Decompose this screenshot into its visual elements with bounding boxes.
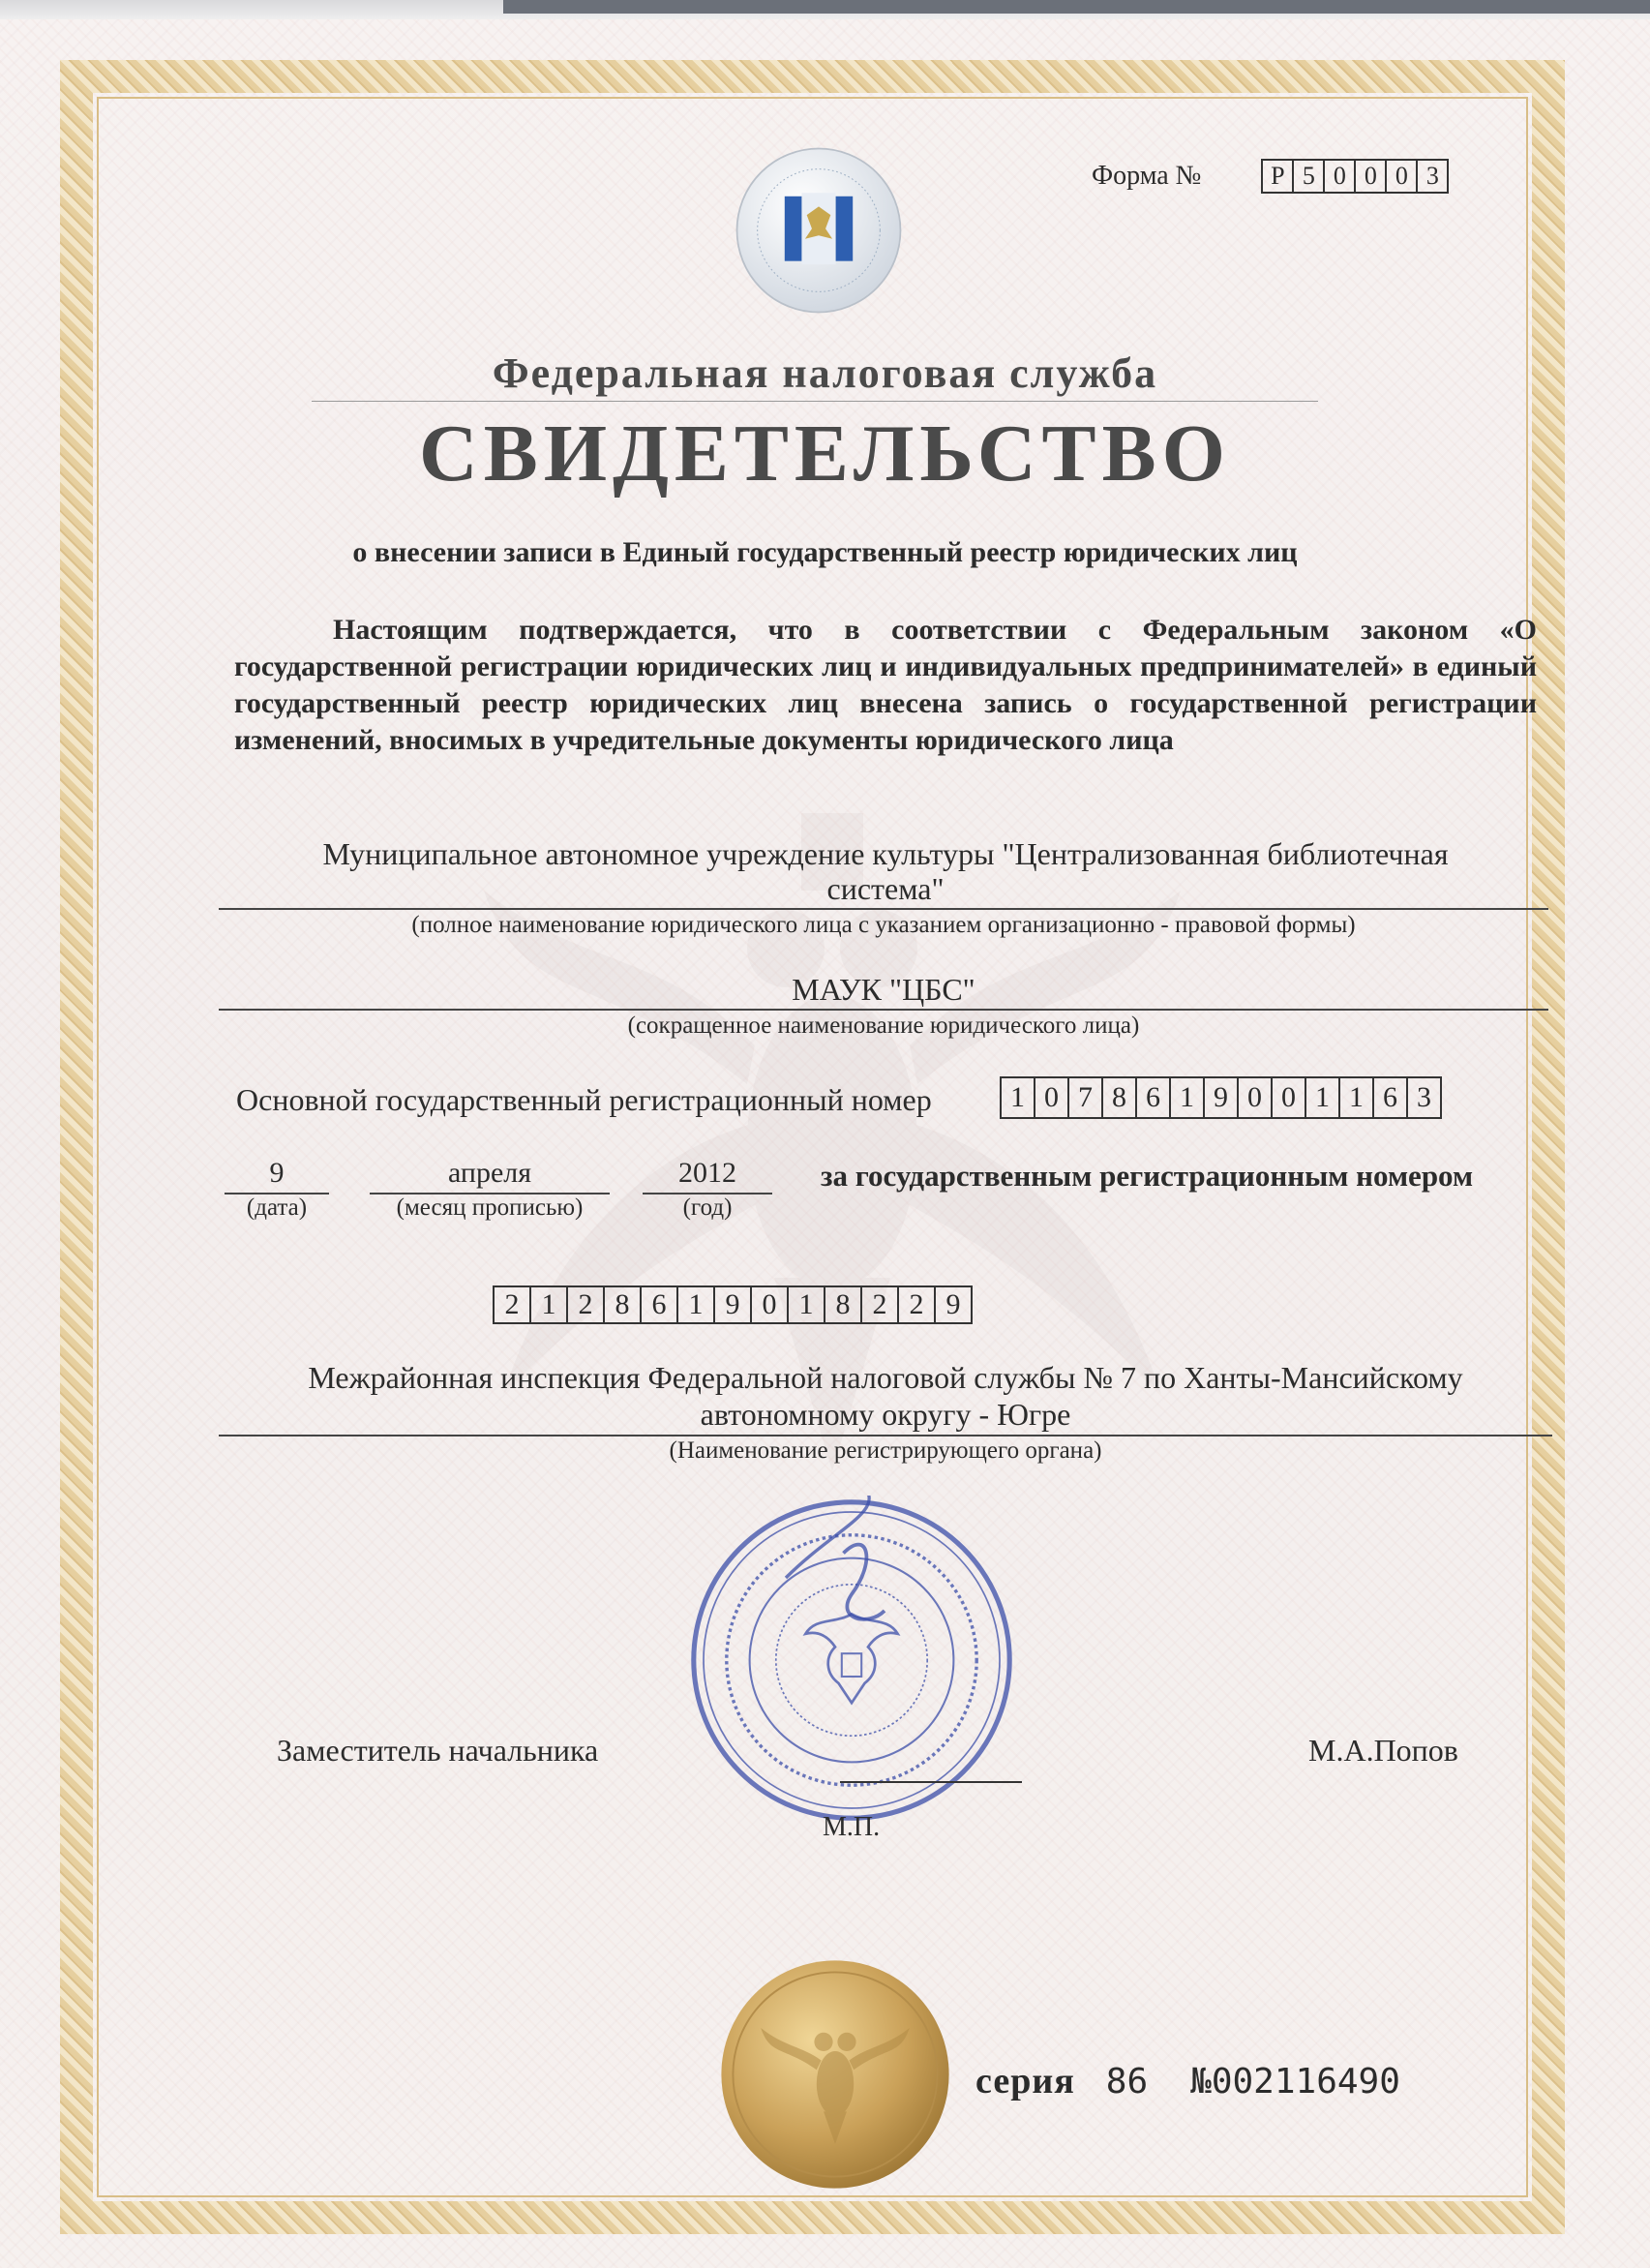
form-digit: 0 <box>1356 161 1387 192</box>
form-digit: 0 <box>1325 161 1356 192</box>
grn-digit: 9 <box>715 1287 752 1322</box>
form-digit: 0 <box>1387 161 1418 192</box>
short-name: МАУК "ЦБС" <box>792 972 975 1007</box>
form-digit: Р <box>1263 161 1294 192</box>
series-label: серия <box>975 2061 1075 2102</box>
grn-digit: 2 <box>862 1287 899 1322</box>
scan-edge-dark <box>503 0 1650 14</box>
grn-digit: 0 <box>752 1287 789 1322</box>
ogrn-digit: 6 <box>1374 1078 1408 1117</box>
authority-line2: автономному округу - Югре <box>700 1397 1071 1432</box>
ogrn-digit: 0 <box>1273 1078 1306 1117</box>
full-name-underline <box>219 908 1548 910</box>
date-day-caption: (дата) <box>246 1194 308 1221</box>
date-month: апреля <box>447 1157 532 1189</box>
ogrn-digit: 6 <box>1137 1078 1171 1117</box>
form-digit: 5 <box>1294 161 1325 192</box>
grn-digit: 2 <box>495 1287 531 1322</box>
gold-seal-icon <box>719 1958 951 2191</box>
agency-underline <box>312 401 1318 402</box>
ogrn-digit: 7 <box>1069 1078 1103 1117</box>
ogrn-digit: 9 <box>1205 1078 1239 1117</box>
authority-underline <box>219 1435 1552 1436</box>
date-month-caption: (месяц прописью) <box>396 1194 584 1221</box>
grn-digit: 9 <box>945 1288 961 1320</box>
form-digit: 3 <box>1425 162 1439 190</box>
series-number: 86 <box>1105 2062 1149 2102</box>
grn-digit: 8 <box>825 1287 862 1322</box>
date-day: 9 <box>269 1157 285 1189</box>
grn-boxes <box>493 1285 973 1324</box>
certificate-number: №002116490 <box>1190 2062 1400 2102</box>
grn-label: за государственным регистрационным номером <box>821 1159 1474 1193</box>
official-stamp-icon <box>687 1496 1016 1825</box>
full-name-line2: система" <box>826 871 945 906</box>
full-name-caption: (полное наименование юридического лица с указанием организационно - правовой формы) <box>411 912 1356 938</box>
form-number-boxes <box>1261 159 1449 194</box>
signatory-role: Заместитель начальника <box>277 1733 599 1768</box>
signature-line <box>840 1781 1022 1783</box>
ogrn-digit: 0 <box>1035 1078 1069 1117</box>
short-name-underline <box>219 1009 1548 1011</box>
ogrn-digit: 0 <box>1239 1078 1273 1117</box>
date-year: 2012 <box>678 1157 736 1189</box>
grn-digit: 2 <box>568 1287 605 1322</box>
authority-line1: Межрайонная инспекция Федеральной налоговой службы № 7 по Ханты-Мансийскому <box>308 1360 1463 1395</box>
grn-digit: 8 <box>605 1287 642 1322</box>
ogrn-digit: 1 <box>1340 1078 1374 1117</box>
grn-digit: 1 <box>789 1287 825 1322</box>
ogrn-label: Основной государственный регистрационный номер <box>236 1082 932 1117</box>
document-title: СВИДЕТЕЛЬСТВО <box>419 408 1231 499</box>
certificate-series <box>975 2060 1400 2102</box>
short-name-caption: (сокращенное наименование юридического лица) <box>627 1013 1140 1039</box>
ogrn-digit: 8 <box>1103 1078 1137 1117</box>
grn-digit: 2 <box>899 1287 936 1322</box>
form-number-label: Форма № <box>1092 161 1202 191</box>
fns-emblem-icon <box>734 145 904 316</box>
signatory-name: М.А.Попов <box>1308 1733 1458 1768</box>
ogrn-digit: 1 <box>1002 1078 1035 1117</box>
ogrn-digit: 3 <box>1417 1081 1431 1113</box>
grn-digit: 1 <box>678 1287 715 1322</box>
ogrn-digit: 1 <box>1171 1078 1205 1117</box>
full-name-line1: Муниципальное автономное учреждение культуры "Централизованная библиотечная <box>322 836 1449 871</box>
ogrn-boxes <box>1000 1076 1442 1119</box>
grn-digit: 6 <box>642 1287 678 1322</box>
form-number <box>1092 159 1449 194</box>
certification-text: Настоящим подтверждается, что в соответствии с Федеральным законом «О государственной регистрации юридических лиц и индивидуальных предпринимателей» в единый государственный реестр юридических лиц внесена запись о государственной регистрации изменений, вносимых в учредительные документы юридического лица <box>234 614 1537 756</box>
stamp-place-label: М.П. <box>823 1812 881 1842</box>
agency-name: Федеральная налоговая служба <box>492 349 1158 397</box>
ogrn-digit: 1 <box>1306 1078 1340 1117</box>
grn-digit: 1 <box>531 1287 568 1322</box>
authority-caption: (Наименование регистрирующего органа) <box>669 1437 1102 1464</box>
date-year-caption: (год) <box>682 1194 733 1221</box>
document-subtitle: о внесении записи в Единый государственный реестр юридических лиц <box>352 536 1298 568</box>
